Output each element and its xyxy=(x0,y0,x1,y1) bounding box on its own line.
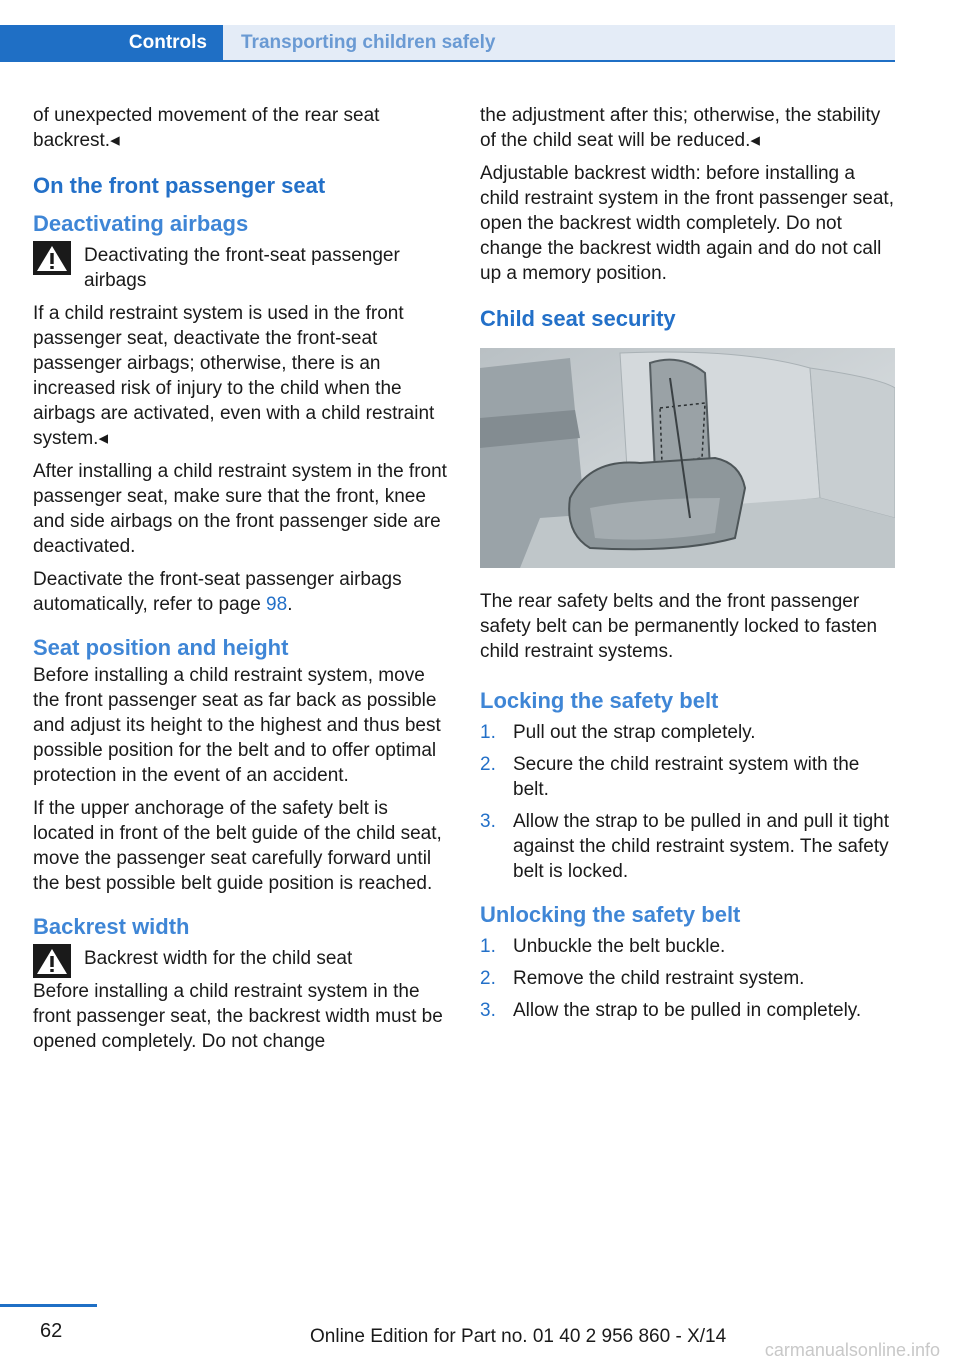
heading-front-passenger-seat: On the front passenger seat xyxy=(33,173,326,198)
list-item xyxy=(480,752,895,802)
list-item xyxy=(480,809,895,884)
list-item xyxy=(480,934,895,959)
step-text: Allow the strap to be pulled in completely. xyxy=(513,1000,862,1021)
paragraph xyxy=(33,567,448,617)
page-number: 62 xyxy=(40,1320,63,1342)
step-text: Remove the child restraint system. xyxy=(513,968,805,989)
step-number: 2. xyxy=(480,754,496,775)
heading-child-seat-security: Child seat security xyxy=(480,306,676,331)
heading-backrest-width: Backrest width xyxy=(33,914,190,939)
warning-block xyxy=(33,243,448,293)
step-number: 1. xyxy=(480,936,496,957)
step-number: 3. xyxy=(480,811,496,832)
paragraph: Before installing a child restraint system, move the front passenger seat as far back as possible and adjust its height to the highest and thus best possible position for the belt and to offer optimal protection in the event of an accident. xyxy=(33,665,441,786)
heading-deactivating-airbags: Deactivating airbags xyxy=(33,211,249,236)
step-number: 2. xyxy=(480,968,496,989)
paragraph-text: Deactivate the front-seat passenger airbags automatically, refer to page xyxy=(33,569,402,615)
step-text: Secure the child restraint system with the belt. xyxy=(513,754,860,800)
step-text: Unbuckle the belt buckle. xyxy=(513,936,726,957)
child-seat-illustration xyxy=(480,348,895,568)
step-text: Allow the strap to be pulled in and pull it tight against the child restraint system. The safety belt is locked. xyxy=(513,811,890,882)
list-item xyxy=(480,998,895,1023)
step-number: 3. xyxy=(480,1000,496,1021)
paragraph: If the upper anchorage of the safety belt is located in front of the belt guide of the child seat, move the passenger seat carefully forward until the best possible belt guide position is reached. xyxy=(33,798,442,894)
paragraph: If a child restraint system is used in the front passenger seat, deactivate the front-seat passenger airbags; otherwise, there is an increased risk of injury to the child when the airbags are activated, even with a child restraint system.◂ xyxy=(33,303,435,449)
list-item xyxy=(480,720,895,745)
paragraph-text: . xyxy=(287,594,293,615)
paragraph: of unexpected movement of the rear seat backrest.◂ xyxy=(33,105,380,151)
warning-block xyxy=(33,946,448,971)
paragraph: Adjustable backrest width: before installing a child restraint system in the front passenger seat, open the backrest width completely. Do not change the backrest width again and do not call up a memory position. xyxy=(480,163,894,284)
step-text: Pull out the strap completely. xyxy=(513,722,756,743)
paragraph: Before installing a child restraint system in the front passenger seat, the backrest width must be opened completely. Do not change xyxy=(33,981,443,1052)
paragraph: the adjustment after this; otherwise, the stability of the child seat will be reduced.◂ xyxy=(480,105,881,151)
heading-locking-belt: Locking the safety belt xyxy=(480,688,719,713)
warning-triangle-icon xyxy=(33,944,71,978)
right-column xyxy=(480,103,895,1030)
page-link[interactable]: 98 xyxy=(266,594,288,615)
footer-rule xyxy=(0,1304,97,1307)
unlocking-steps-list xyxy=(480,934,895,1023)
warning-triangle-icon xyxy=(33,241,71,275)
header-rule xyxy=(0,60,895,62)
list-item xyxy=(480,966,895,991)
paragraph: After installing a child restraint system in the front passenger seat, make sure that the front, knee and side airbags on the front passenger side are deactivated. xyxy=(33,461,447,557)
step-number: 1. xyxy=(480,722,496,743)
page-header xyxy=(0,25,895,61)
paragraph: The rear safety belts and the front passenger safety belt can be permanently locked to fasten child restraint systems. xyxy=(480,591,878,662)
heading-seat-position: Seat position and height xyxy=(33,635,289,660)
left-column xyxy=(33,103,448,1062)
edition-text: Online Edition for Part no. 01 40 2 956 860 - X/14 xyxy=(310,1326,727,1347)
section-tab[interactable]: Controls xyxy=(0,25,223,61)
locking-steps-list xyxy=(480,720,895,884)
watermark: carmanualsonline.info xyxy=(764,1340,940,1360)
warning-text: Backrest width for the child seat xyxy=(84,948,353,969)
warning-text: Deactivating the front-seat passenger airbags xyxy=(84,245,400,291)
heading-unlocking-belt: Unlocking the safety belt xyxy=(480,902,741,927)
subsection-tab[interactable]: Transporting children safely xyxy=(223,25,895,61)
